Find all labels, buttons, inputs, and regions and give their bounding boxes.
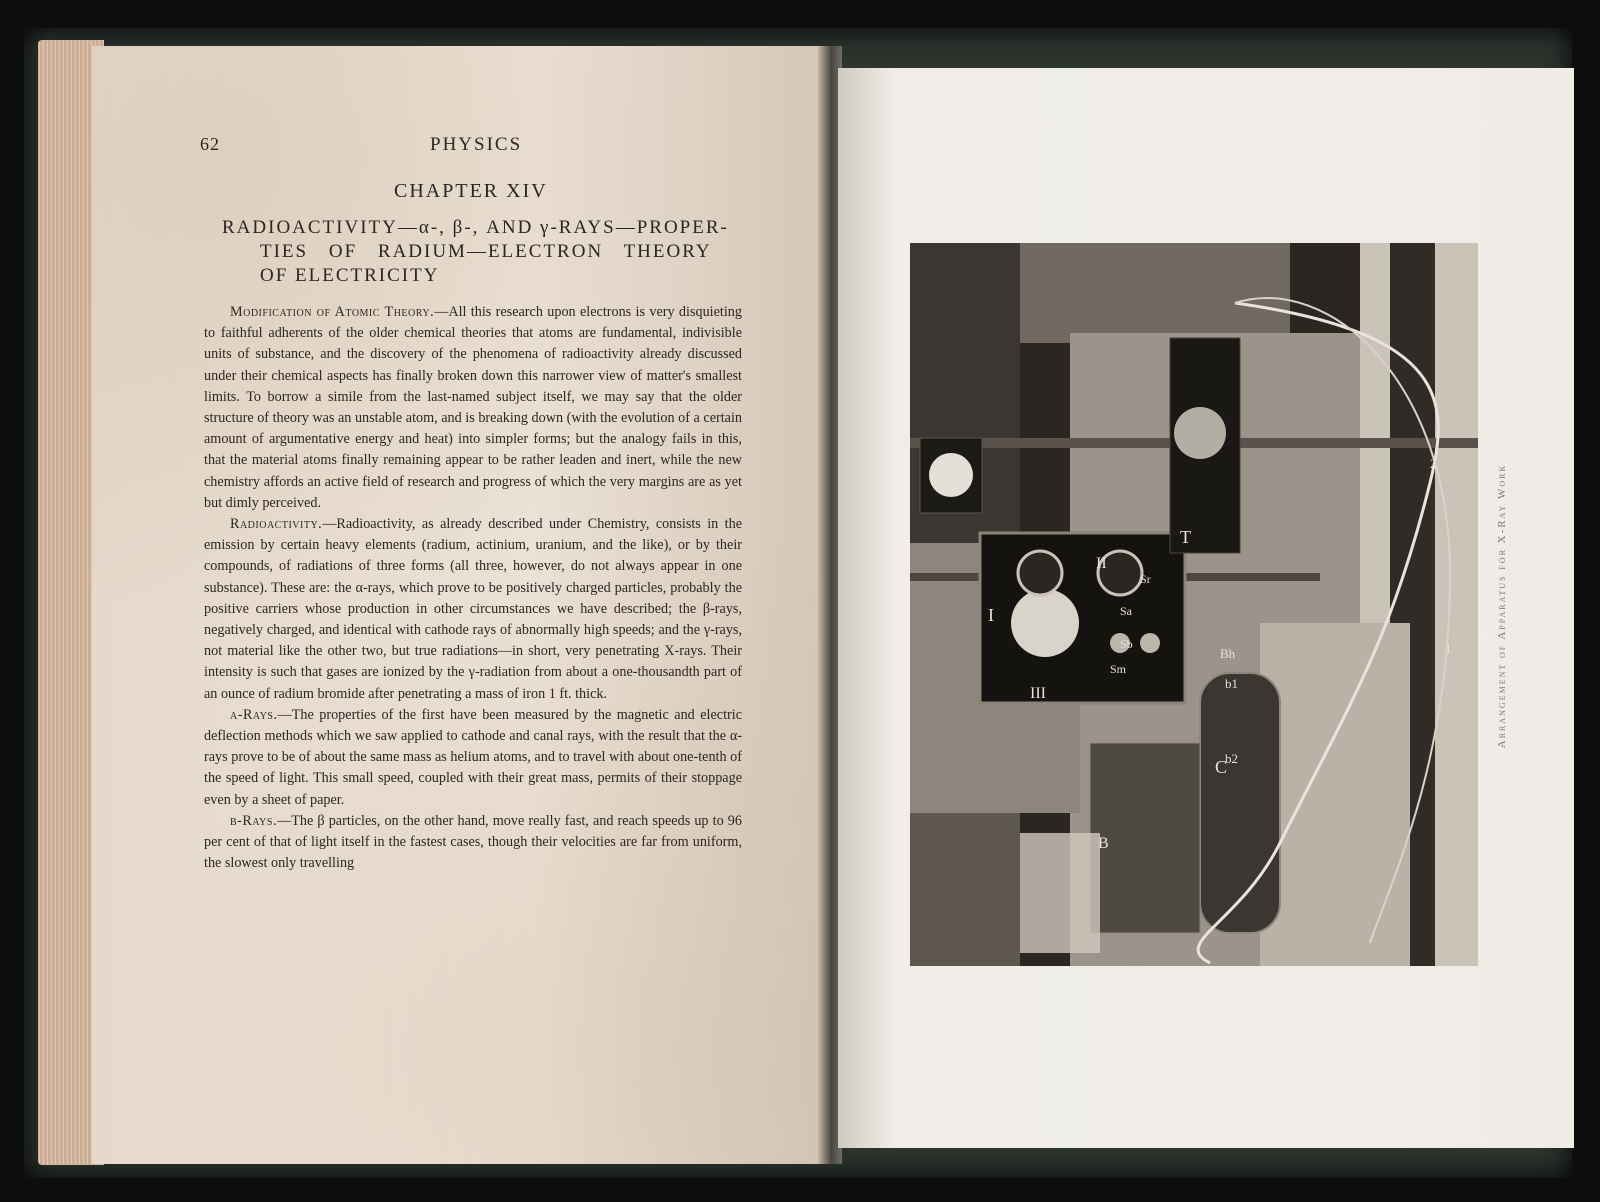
paragraph-atomic-theory: [204, 302, 742, 514]
paragraph-text: —Radioactivity, as already described under Chemistry, consists in the emission by certain heavy elements (radium, actinium, uranium, and the like), or by their compounds, of radiations of three forms (all three, however, do not always appear in one substance). These are: the α-rays, which prove to be positively charged particles, probably the positive carriers whose production in other circumstances we have described; the β-rays, negatively charged, and identical with cathode rays of abnormally high speeds; and the γ-rays, not material like the other two, but true radiations—in short, very penetrating X-rays. Their intensity is such that gases are ionized by the γ-radiation from about a one-thousandth part of an ounce of radium bromide after penetrating a mass of iron 1 ft. thick.: [204, 516, 742, 702]
plate-label: Sa: [1120, 604, 1132, 618]
plate-label: II: [1096, 555, 1107, 572]
lower-cabinet: [910, 813, 1020, 966]
paragraph-alpha-rays: [204, 705, 742, 811]
plate-label: Sr: [1140, 572, 1151, 586]
chapter-title-line-2: TIES OF RADIUM—ELECTRON THEORY: [260, 241, 712, 262]
plate-caption: Arrangement of Apparatus for X-Ray Work: [1496, 463, 1508, 749]
paragraph-heading: Modification of Atomic Theory.: [230, 304, 435, 320]
chapter-number: CHAPTER XIV: [394, 180, 548, 202]
plate-label: 1: [1445, 641, 1452, 656]
chapter-title-line-1: RADIOACTIVITY—α-, β-, AND γ-RAYS—PROPER-: [222, 217, 729, 238]
table-top: [1260, 623, 1410, 966]
switch-knob: [1140, 633, 1160, 653]
plate-label: b1: [1225, 676, 1238, 691]
rheostat-dial: [1018, 551, 1062, 595]
page-number: 62: [200, 134, 220, 154]
paragraph-heading: β-Rays.: [230, 812, 277, 829]
paragraph-text: —All this research upon electrons is very disquieting to faithful adherents of the older chemical theories that atoms are fundamental, indivisible units of substance, and the discovery of the phenomena of radioactivity already discussed under their chemical aspects has finally broken down this narrower view of matter's smallest limits. To borrow a simile from the last-named subject itself, we may say that the older structure of theory was an unstable atom, and is breaking down (with the evolution of a certain amount of argumentative energy and heat) into simpler forms; but the analogy fails in this, that the material atoms finally remaining appear to be rather leaden and inert, while the new chemistry affords an active field of research and progress of which the very margins are as yet but dimly perceived.: [204, 304, 742, 511]
switchboard: [980, 533, 1185, 703]
paragraph-text: —The β particles, on the other hand, move really fast, and reach speeds up to 96 per cent of that of light itself in the fastest cases, though their velocities are far from uniform, the slowest only travelling: [204, 812, 742, 872]
apparatus-photograph: [910, 243, 1478, 966]
chapter-title: [222, 216, 742, 288]
plate-label: 2: [1430, 456, 1437, 471]
induction-coil: [1200, 673, 1280, 933]
door-panel: [1020, 243, 1290, 343]
paragraph-beta-rays: [204, 811, 742, 875]
ammeter-dial: [1011, 589, 1079, 657]
plate-label: III: [1030, 685, 1046, 702]
plate-label: I: [988, 605, 994, 625]
meter-dial: [929, 453, 973, 497]
plate-label: Bh: [1220, 646, 1236, 661]
glass-jar: [1020, 833, 1100, 953]
chapter-title-line-3: OF ELECTRICITY: [260, 265, 440, 286]
plate-label: T: [1180, 527, 1191, 547]
plate-label: Sb: [1120, 637, 1133, 651]
apparatus-illustration: [910, 243, 1478, 966]
paragraph-heading: α-Rays.: [230, 706, 278, 723]
body-text: [204, 302, 742, 874]
plate-label: B: [1098, 835, 1109, 852]
paragraph-text: —The properties of the first have been measured by the magnetic and electric deflection methods which we saw applied to cathode and canal rays, with the result that the α-rays prove to be of about the same mass as helium atoms, and to travel with about one-tenth of the speed of light. This small speed, coupled with their great mass, permits of their stoppage even by a sheet of paper.: [204, 706, 742, 808]
plate-label: C: [1215, 757, 1228, 777]
plate-label: b2: [1225, 751, 1238, 766]
paragraph-radioactivity: [204, 514, 742, 705]
running-title: PHYSICS: [430, 134, 523, 155]
paragraph-heading: Radioactivity.: [230, 516, 323, 533]
plate-label: Sm: [1110, 662, 1127, 676]
x-ray-tube-bulb: [1174, 407, 1226, 459]
